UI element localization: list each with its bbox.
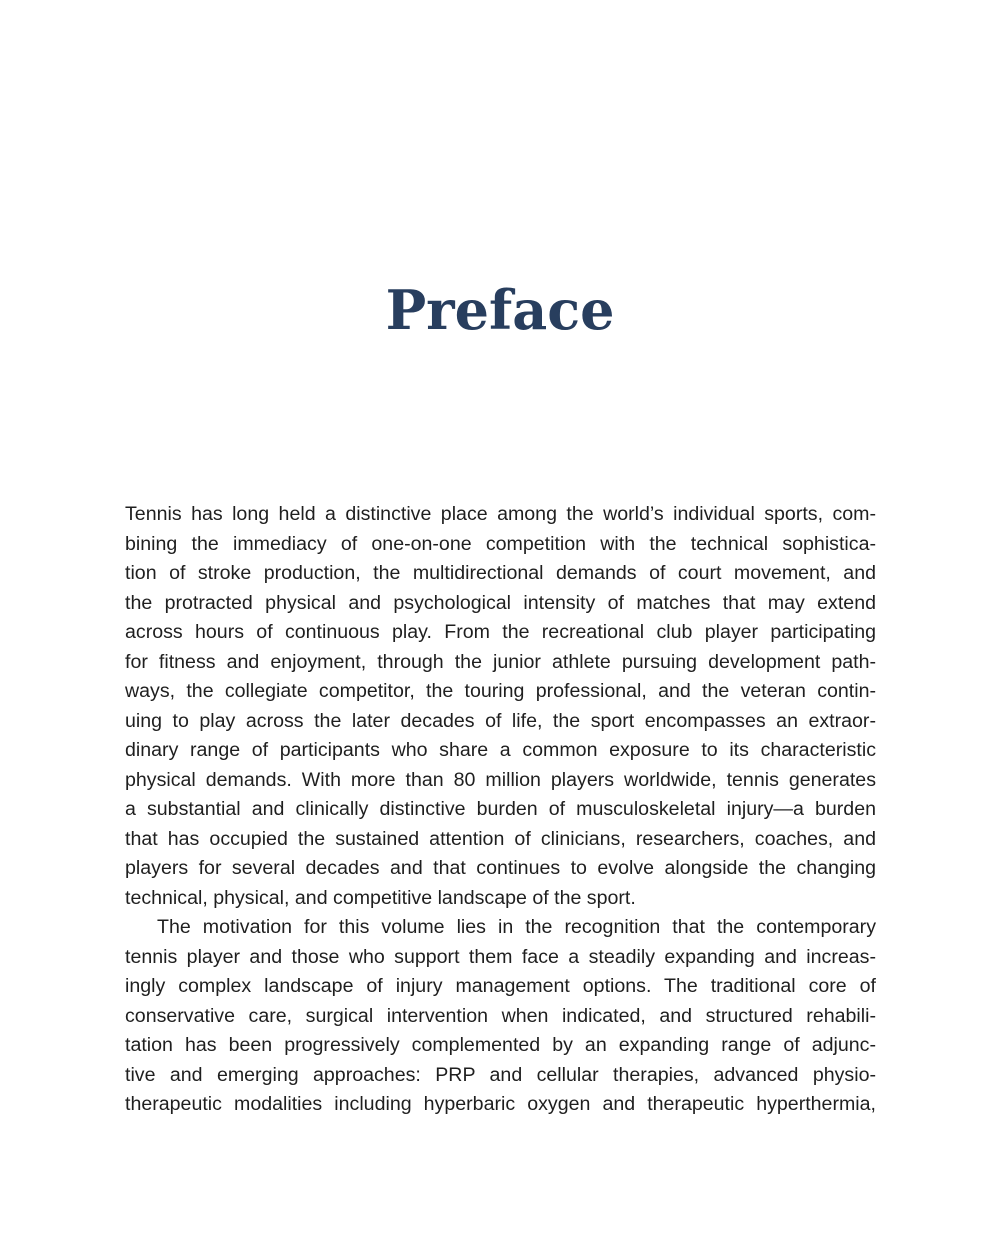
text-line: tation has been progressively complemented by an expanding range of adjunc-	[125, 1034, 876, 1056]
text-line: players for several decades and that continues to evolve alongside the changing	[125, 857, 876, 879]
text-line: uing to play across the later decades of life, the sport encompasses an extraor-	[125, 709, 876, 732]
text-line: conservative care, surgical intervention when indicated, and structured rehabili-	[125, 1004, 876, 1027]
text-line: that has occupied the sustained attention of clinicians, researchers, coaches, and	[125, 827, 876, 850]
text-line: the protracted physical and psychological intensity of matches that may extend	[125, 591, 876, 614]
paragraph-container	[125, 500, 876, 1120]
text-line: Tennis has long held a distinctive place among the world’s individual sports, com-	[125, 503, 876, 525]
paragraph	[125, 500, 876, 913]
text-line: tive and emerging approaches: PRP and cellular therapies, advanced physio-	[125, 1063, 876, 1086]
text-line: physical demands. With more than 80 million players worldwide, tennis generates	[125, 768, 876, 791]
text-line: bining the immediacy of one-on-one competition with the technical sophistica-	[125, 532, 876, 555]
text-line: tennis player and those who support them face a steadily expanding and increas-	[125, 945, 876, 968]
text-line: The motivation for this volume lies in the recognition that the contemporary	[157, 916, 876, 938]
page-title: Preface	[385, 278, 615, 342]
text-line: across hours of continuous play. From the recreational club player participating	[125, 621, 876, 643]
text-line: ingly complex landscape of injury management options. The traditional core of	[125, 975, 876, 997]
text-line: for fitness and enjoyment, through the junior athlete pursuing development path-	[125, 650, 876, 673]
text-line: ways, the collegiate competitor, the touring professional, and the veteran contin-	[125, 680, 876, 702]
text-line: dinary range of participants who share a common exposure to its characteristic	[125, 739, 876, 761]
text-line: tion of stroke production, the multidirectional demands of court movement, and	[125, 562, 876, 584]
body-text	[125, 500, 876, 1120]
text-line: a substantial and clinically distinctive burden of musculoskeletal injury—a burden	[125, 798, 876, 820]
text-line: therapeutic modalities including hyperbaric oxygen and therapeutic hyperthermia,	[125, 1093, 876, 1115]
paragraph	[125, 913, 876, 1120]
text-line: technical, physical, and competitive landscape of the sport.	[125, 886, 636, 909]
